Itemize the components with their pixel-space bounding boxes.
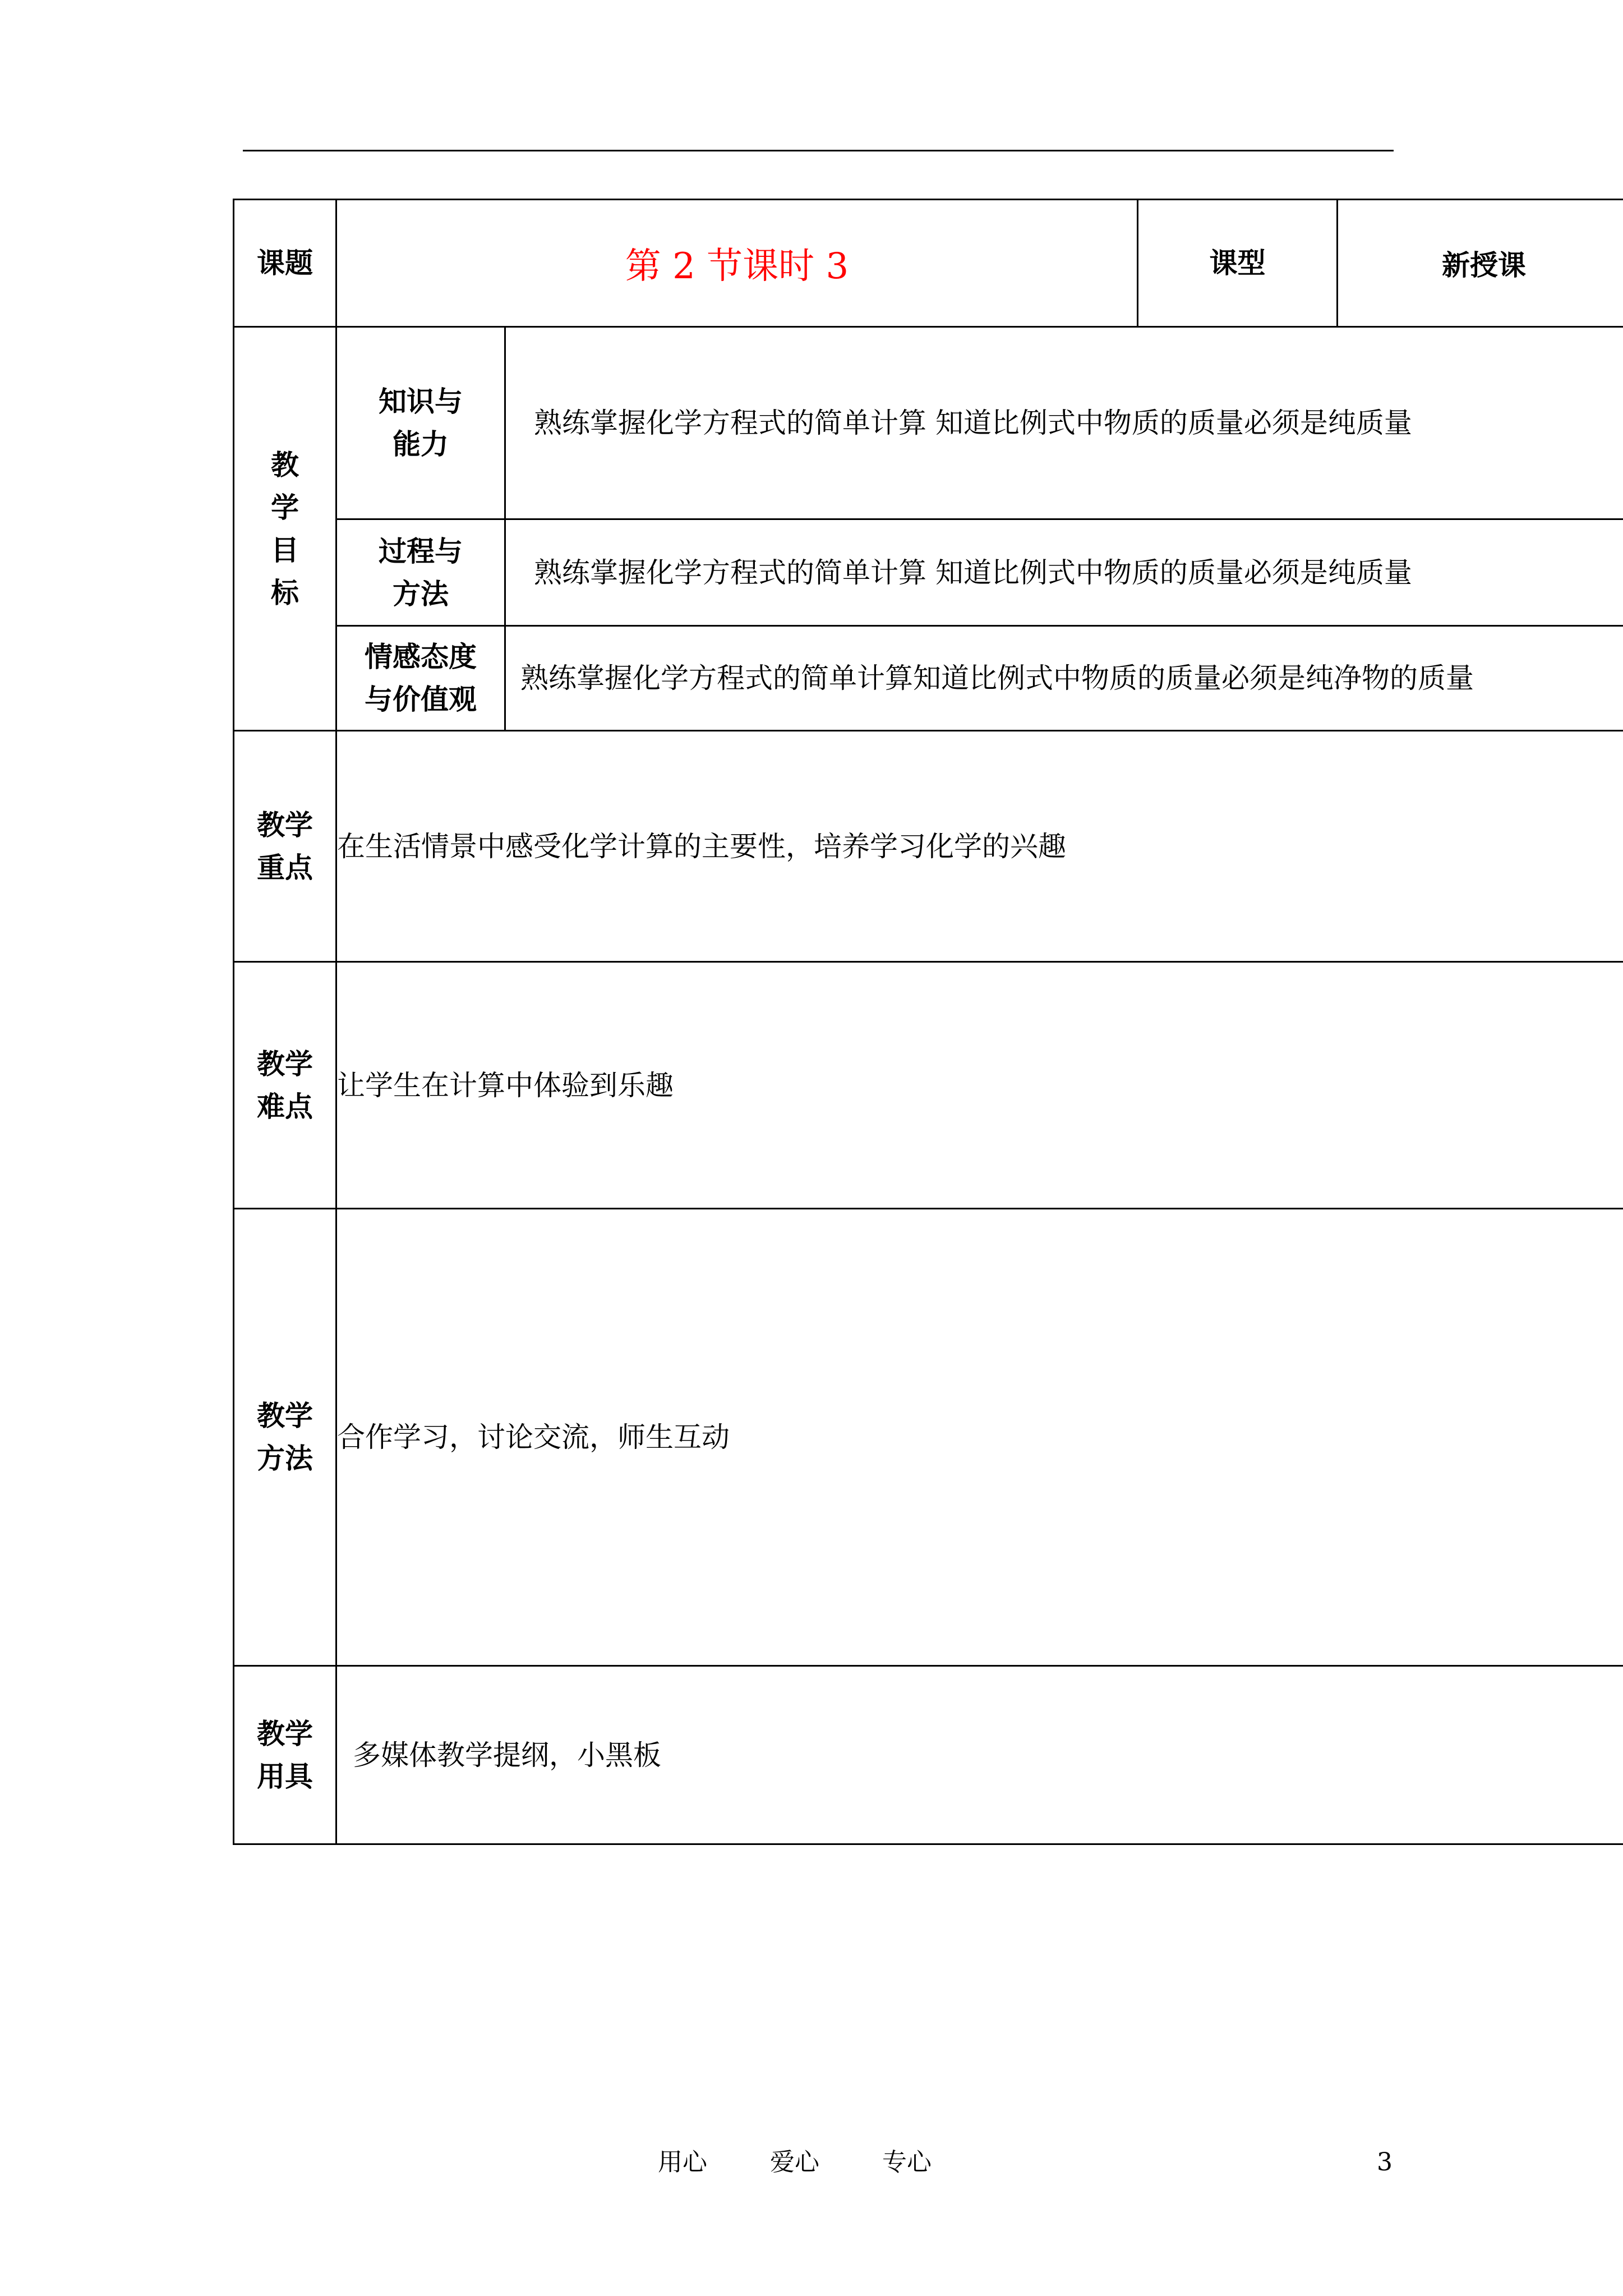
- topic-label: 课题: [234, 200, 336, 327]
- knowledge-label-line: 知识与: [379, 385, 463, 418]
- tools-row: [234, 1666, 1623, 1844]
- methods-row: [234, 1209, 1623, 1666]
- emotion-label: [336, 626, 505, 731]
- methods-label: [234, 1209, 336, 1666]
- objectives-label-char: 教: [271, 448, 299, 481]
- objectives-label-char: 标: [271, 576, 299, 609]
- objective-row-emotion: [234, 626, 1623, 731]
- key-points-label: [234, 731, 336, 962]
- key-points-row: [234, 731, 1623, 962]
- methods-label-line: 教学: [257, 1400, 313, 1432]
- knowledge-text: 熟练掌握化学方程式的简单计算 知道比例式中物质的质量必须是纯质量: [505, 327, 1623, 519]
- emotion-label-line: 情感态度: [365, 641, 477, 673]
- process-label: [336, 519, 505, 626]
- emotion-text: 熟练掌握化学方程式的简单计算知道比例式中物质的质量必须是纯净物的质量: [505, 626, 1623, 731]
- objective-row-process: [234, 519, 1623, 626]
- tools-text: 多媒体教学提纲，小黑板: [336, 1666, 1623, 1844]
- topic-row: [234, 200, 1623, 327]
- methods-text: 合作学习，讨论交流，师生互动: [336, 1209, 1623, 1666]
- footer-motto-2: 爱心: [770, 2148, 819, 2177]
- topic-value: 第 2 节课时 3: [336, 200, 1138, 327]
- objectives-label: [234, 327, 336, 731]
- difficulties-label: [234, 962, 336, 1209]
- difficulties-label-line: 教学: [257, 1047, 313, 1080]
- objectives-label-char: 学: [271, 491, 299, 524]
- tools-label-line: 用具: [257, 1760, 313, 1793]
- difficulties-label-line: 难点: [257, 1090, 313, 1123]
- process-label-line: 过程与: [379, 535, 463, 568]
- knowledge-label: [336, 327, 505, 519]
- tools-label-line: 教学: [257, 1717, 313, 1750]
- objectives-label-char: 目: [271, 533, 299, 567]
- key-points-label-line: 教学: [257, 808, 313, 841]
- emotion-label-line: 与价值观: [365, 683, 477, 716]
- tools-label: [234, 1666, 336, 1844]
- key-points-label-line: 重点: [257, 851, 313, 884]
- footer-motto-3: 专心: [882, 2148, 932, 2177]
- objective-row-knowledge: [234, 327, 1623, 519]
- process-text: 熟练掌握化学方程式的简单计算 知道比例式中物质的质量必须是纯质量: [505, 519, 1623, 626]
- difficulties-row: [234, 962, 1623, 1209]
- header-rule: [243, 150, 1394, 151]
- type-label: 课型: [1138, 200, 1338, 327]
- lesson-plan-table: [233, 199, 1623, 1845]
- key-points-text: 在生活情景中感受化学计算的主要性，培养学习化学的兴趣: [336, 731, 1623, 962]
- type-value: 新授课: [1338, 200, 1623, 327]
- page-number: 3: [1377, 2148, 1393, 2177]
- footer-motto-1: 用心: [658, 2148, 707, 2177]
- process-label-line: 方法: [393, 577, 449, 610]
- methods-label-line: 方法: [257, 1442, 313, 1475]
- knowledge-label-line: 能力: [393, 428, 449, 461]
- difficulties-text: 让学生在计算中体验到乐趣: [336, 962, 1623, 1209]
